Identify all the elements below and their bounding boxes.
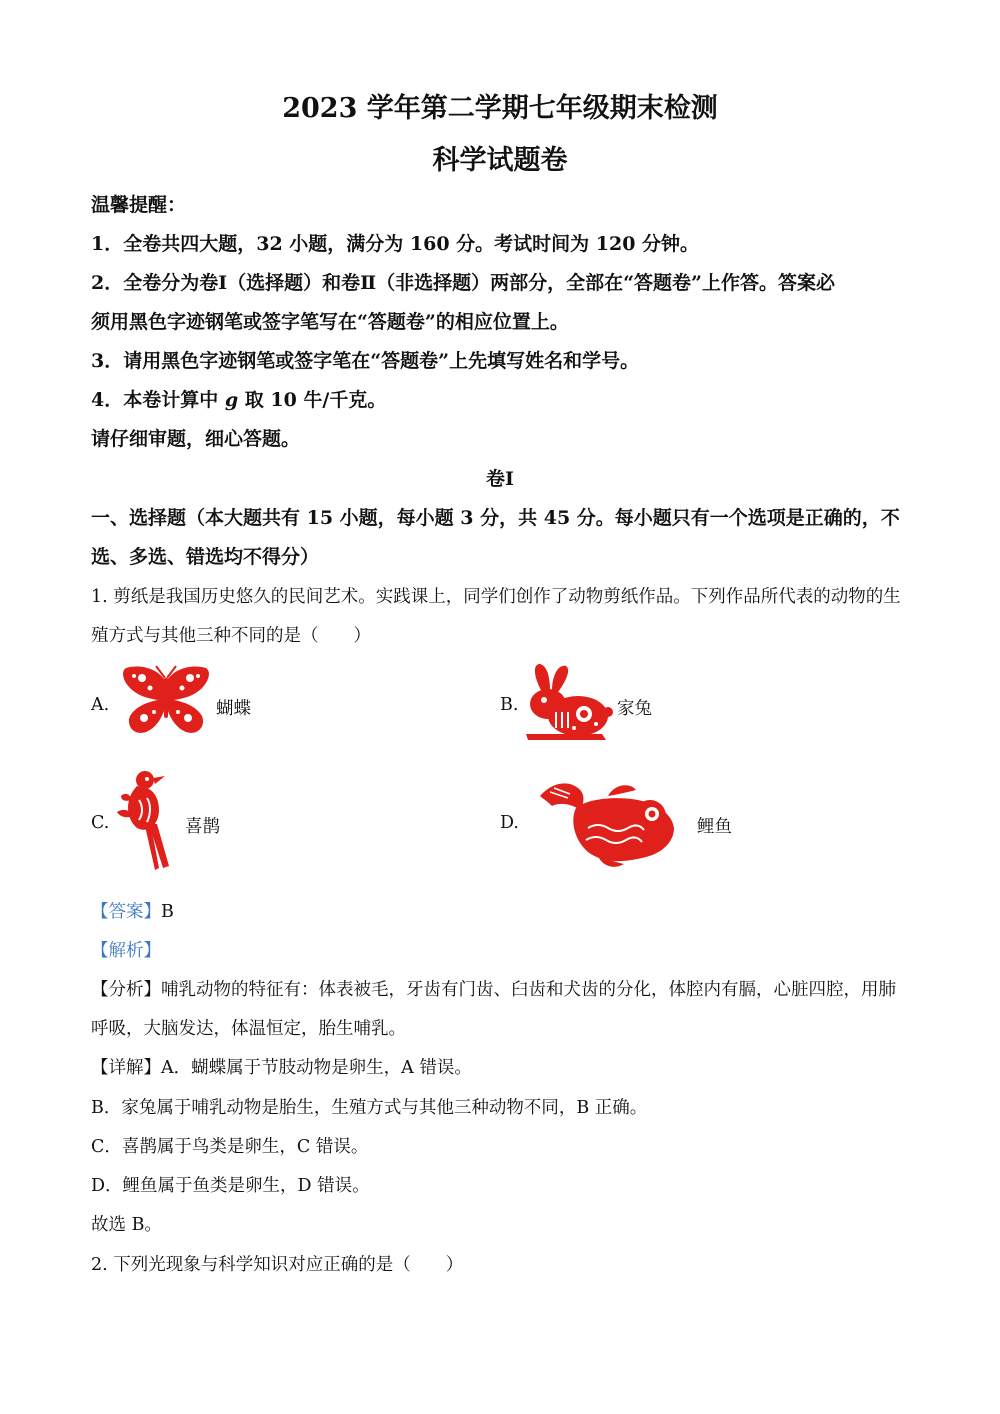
notice-heading: 温馨提醒： bbox=[91, 194, 187, 216]
notice-closing: 请仔细审题，细心答题。 bbox=[91, 428, 301, 450]
xiangjie-b: B．家兔属于哺乳动物是胎生，生殖方式与其他三种动物不同，B 正确。 bbox=[91, 1098, 648, 1118]
xiangjie-d: D．鲤鱼属于鱼类是卵生，D 错误。 bbox=[91, 1176, 370, 1196]
section1-line1: 一、选择题（本大题共有 15 小题，每小题 3 分，共 45 分。每小题只有一个选项是正确的，不 bbox=[91, 507, 900, 529]
answer-value: B bbox=[161, 902, 174, 922]
volume-heading: 卷Ⅰ bbox=[486, 468, 514, 490]
xiangjie-line-a bbox=[91, 1054, 472, 1079]
butterfly-papercut-icon bbox=[118, 662, 214, 740]
exam-title: 2023 学年第二学期七年级期末检测 bbox=[282, 93, 718, 124]
fenxi-tag: 【分析】 bbox=[91, 980, 161, 1000]
notice-item-3: 3．请用黑色字迹钢笔或签字笔在“答题卷”上先填写姓名和学号。 bbox=[91, 350, 640, 372]
xiangjie-tag: 【详解】 bbox=[91, 1058, 161, 1078]
option-c-name: 喜鹊 bbox=[185, 817, 220, 837]
rabbit-papercut-icon bbox=[522, 662, 614, 742]
notice-item-4-pre: 4．本卷计算中 bbox=[91, 389, 225, 411]
magpie-papercut-icon bbox=[115, 768, 183, 872]
option-a-name: 蝴蝶 bbox=[216, 699, 251, 719]
notice-item-1: 1．全卷共四大题，32 小题，满分为 160 分。考试时间为 120 分钟。 bbox=[91, 233, 700, 255]
fenxi-line1 bbox=[91, 976, 896, 1001]
xiangjie-a: A．蝴蝶属于节肢动物是卵生，A 错误。 bbox=[161, 1058, 472, 1078]
notice-item-2-line1: 2．全卷分为卷Ⅰ（选择题）和卷Ⅱ（非选择题）两部分，全部在“答题卷”上作答。答案必 bbox=[91, 272, 835, 294]
section1-line2: 选、多选、错选均不得分） bbox=[91, 546, 320, 568]
option-b-name: 家兔 bbox=[617, 699, 652, 719]
answer-tag: 【答案】 bbox=[91, 902, 161, 922]
xiangjie-c: C．喜鹊属于鸟类是卵生，C 错误。 bbox=[91, 1137, 369, 1157]
q1-stem-line1: 1. 剪纸是我国历史悠久的民间艺术。实践课上，同学们创作了动物剪纸作品。下列作品所代表的动物的生 bbox=[91, 587, 901, 607]
conclusion: 故选 B。 bbox=[91, 1215, 162, 1235]
answer-line bbox=[91, 898, 174, 923]
fenxi-text-1: 哺乳动物的特征有：体表被毛，牙齿有门齿、臼齿和犬齿的分化，体腔内有膈，心脏四腔，用肺 bbox=[161, 980, 896, 1000]
notice-item-4-g: g bbox=[224, 389, 239, 411]
q1-stem-line2: 殖方式与其他三种不同的是（ ） bbox=[91, 626, 371, 646]
notice-item-2-line2: 须用黑色字迹钢笔或签字笔写在“答题卷”的相应位置上。 bbox=[91, 311, 569, 333]
carp-papercut-icon bbox=[538, 778, 682, 872]
option-c-letter: C. bbox=[91, 813, 110, 833]
fenxi-line2: 呼吸，大脑发达，体温恒定，胎生哺乳。 bbox=[91, 1019, 406, 1039]
analysis-tag: 【解析】 bbox=[91, 941, 161, 961]
option-d-name: 鲤鱼 bbox=[697, 817, 732, 837]
q2-stem: 2. 下列光现象与科学知识对应正确的是（ ） bbox=[91, 1255, 464, 1275]
exam-subtitle: 科学试题卷 bbox=[432, 145, 568, 176]
notice-item-4-post: 取 10 牛/千克。 bbox=[238, 389, 387, 411]
option-d-letter: D. bbox=[500, 813, 519, 833]
option-a-letter: A. bbox=[91, 695, 110, 715]
notice-item-4 bbox=[91, 385, 386, 412]
option-b-letter: B. bbox=[500, 695, 519, 715]
